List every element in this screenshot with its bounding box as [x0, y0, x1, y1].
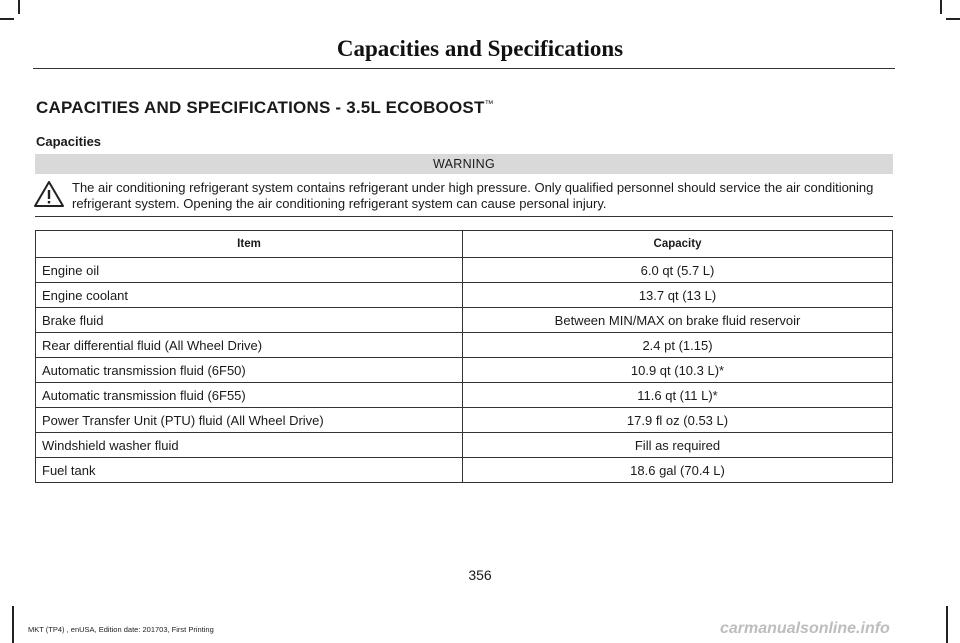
capacity-cell: Fill as required — [463, 433, 893, 458]
item-cell: Automatic transmission fluid (6F55) — [36, 383, 463, 408]
capacity-cell: 11.6 qt (11 L)* — [463, 383, 893, 408]
capacity-cell: 13.7 qt (13 L) — [463, 283, 893, 308]
warning-label-bar: WARNING — [35, 154, 893, 174]
crop-mark — [940, 0, 942, 14]
capacities-subheading: Capacities — [36, 134, 102, 149]
trademark-mark: ™ — [484, 98, 494, 109]
table-row — [36, 308, 893, 333]
table-row — [36, 408, 893, 433]
item-cell: Engine coolant — [36, 283, 463, 308]
page-title: Capacities and Specifications — [336, 36, 624, 61]
column-header-item: Item — [36, 231, 463, 258]
title-divider — [33, 68, 895, 69]
item-cell: Brake fluid — [36, 308, 463, 333]
watermark: carmanualsonline.info — [720, 620, 890, 637]
warning-triangle-icon — [33, 180, 65, 208]
table-row — [36, 333, 893, 358]
crop-mark — [946, 606, 948, 643]
capacity-cell: 2.4 pt (1.15) — [463, 333, 893, 358]
edition-footer: MKT (TP4) , enUSA, Edition date: 201703, First Printing — [28, 625, 214, 634]
page-number: 356 — [468, 567, 492, 583]
crop-mark — [0, 18, 14, 20]
capacity-cell: 6.0 qt (5.7 L) — [463, 258, 893, 283]
item-cell: Power Transfer Unit (PTU) fluid (All Wheel Drive) — [36, 408, 463, 433]
item-cell: Automatic transmission fluid (6F50) — [36, 358, 463, 383]
table-header-row — [36, 231, 893, 258]
item-cell: Fuel tank — [36, 458, 463, 483]
crop-mark — [18, 0, 20, 14]
section-heading — [36, 98, 494, 118]
column-header-capacity: Capacity — [463, 231, 893, 258]
item-cell: Rear differential fluid (All Wheel Drive) — [36, 333, 463, 358]
table-row — [36, 433, 893, 458]
capacity-cell: 17.9 fl oz (0.53 L) — [463, 408, 893, 433]
capacities-table — [35, 230, 893, 483]
section-heading-text: CAPACITIES AND SPECIFICATIONS - 3.5L ECOBOOST — [36, 98, 485, 117]
warning-text: The air conditioning refrigerant system contains refrigerant under high pressure. Only qualified personnel should service the air conditioning refrigerant system. Opening the air conditioning refrigerant system can cause personal injury. — [72, 180, 874, 211]
item-cell: Engine oil — [36, 258, 463, 283]
table-row — [36, 458, 893, 483]
item-cell: Windshield washer fluid — [36, 433, 463, 458]
crop-mark — [12, 606, 14, 643]
capacity-cell: 10.9 qt (10.3 L)* — [463, 358, 893, 383]
table-row — [36, 358, 893, 383]
capacity-cell: 18.6 gal (70.4 L) — [463, 458, 893, 483]
crop-mark — [946, 18, 960, 20]
table-row — [36, 258, 893, 283]
table-row — [36, 283, 893, 308]
warning-divider — [35, 216, 893, 217]
capacity-cell: Between MIN/MAX on brake fluid reservoir — [463, 308, 893, 333]
table-row — [36, 383, 893, 408]
